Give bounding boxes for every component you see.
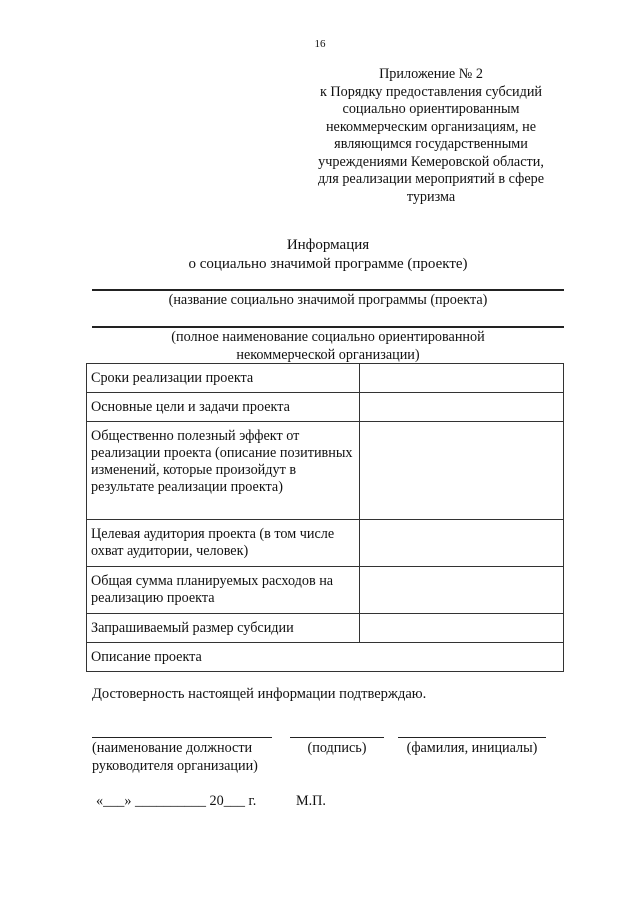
appendix-line: учреждениями Кемеровской области, xyxy=(318,153,544,170)
position-caption-line-1: (наименование должности xyxy=(92,740,253,756)
title-line-1: Информация xyxy=(286,237,370,253)
row-label: Основные цели и задачи проекта xyxy=(87,393,360,422)
row-label: Общественно полезный эффект от реализации проекта (описание позитивных изменений, которые произойдут в результате реализации проекта) xyxy=(87,422,360,520)
org-name-caption xyxy=(92,329,564,364)
appendix-line: Приложение № 2 xyxy=(379,66,483,82)
row-value xyxy=(360,364,564,393)
appendix-line: к Порядку предоставления субсидий xyxy=(319,83,543,100)
signature-line xyxy=(290,737,384,738)
table-row xyxy=(87,614,564,643)
date-line: «___» __________ 20___ г. xyxy=(96,793,257,809)
org-caption-line-1: (полное наименование социально ориентированной xyxy=(171,329,485,345)
appendix-line: некоммерческим организациям, не xyxy=(325,118,537,135)
table-row xyxy=(87,364,564,393)
table-row xyxy=(87,643,564,672)
org-name-line xyxy=(92,326,564,328)
appendix-line: туризма xyxy=(406,188,456,205)
position-line xyxy=(92,737,272,738)
name-line xyxy=(398,737,546,738)
stamp-label: М.П. xyxy=(296,793,326,809)
table-row xyxy=(87,393,564,422)
title-line-2: о социально значимой программе (проекте) xyxy=(188,255,468,272)
row-value xyxy=(360,520,564,567)
confirmation-text: Достоверность настоящей информации подтверждаю. xyxy=(92,686,427,702)
row-value xyxy=(360,393,564,422)
row-label: Запрашиваемый размер субсидии xyxy=(87,614,360,643)
program-name-caption: (название социально значимой программы (проекта) xyxy=(168,292,488,308)
project-description-row: Описание проекта xyxy=(87,643,564,672)
name-caption: (фамилия, инициалы) xyxy=(406,740,538,756)
appendix-line: для реализации мероприятий в сфере xyxy=(317,171,545,187)
table-row xyxy=(87,422,564,520)
table-row xyxy=(87,567,564,614)
appendix-line: социально ориентированным xyxy=(342,101,520,117)
document-title xyxy=(92,236,564,273)
project-info-table xyxy=(86,363,564,672)
row-value xyxy=(360,614,564,643)
signature-caption: (подпись) xyxy=(307,740,367,756)
row-label: Общая сумма планируемых расходов на реализацию проекта xyxy=(87,567,360,614)
row-value xyxy=(360,567,564,614)
page-number: 16 xyxy=(314,38,326,50)
position-caption-line-2: руководителя организации) xyxy=(92,758,258,774)
org-caption-line-2: некоммерческой организации) xyxy=(236,346,420,363)
row-value xyxy=(360,422,564,520)
table-row xyxy=(87,520,564,567)
row-label: Целевая аудитория проекта (в том числе охват аудитории, человек) xyxy=(87,520,360,567)
appendix-header xyxy=(300,66,562,206)
row-label: Сроки реализации проекта xyxy=(87,364,360,393)
appendix-line: являющимся государственными xyxy=(334,136,528,152)
position-caption xyxy=(92,739,258,775)
program-name-line xyxy=(92,289,564,291)
